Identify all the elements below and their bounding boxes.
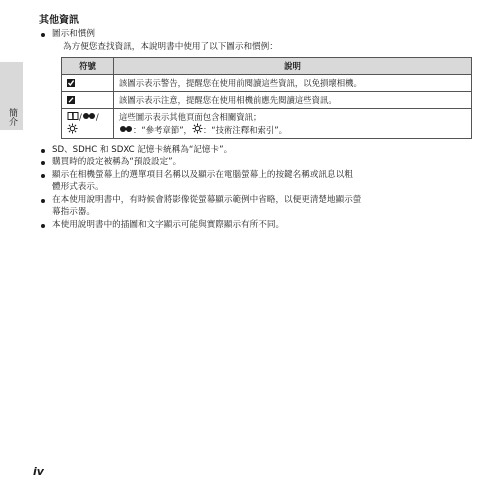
table-row — [62, 91, 472, 108]
symbol-separator-2: / — [95, 111, 99, 122]
bullet-default-settings — [39, 156, 459, 169]
reference-chapter-icon — [82, 112, 96, 120]
page-number: iv — [33, 465, 44, 478]
bullet-illustrations-differ — [39, 219, 459, 232]
bullet-title: 圖示和慣例 — [52, 29, 95, 39]
main-content — [39, 14, 459, 231]
bullet-images-omitted — [39, 194, 459, 219]
caution-icon — [67, 79, 75, 87]
desc-line-3-text: ：“技術注釋和索引”。 — [202, 124, 287, 135]
desc-line-1: 這些圖示表示其他頁面包含相關資訊； — [119, 111, 262, 122]
bullet-memory-cards — [39, 144, 459, 157]
bullet-text: 本使用說明書中的插圖和文字顯示可能與實際顯示有所不同。 — [52, 219, 285, 230]
section-heading: 其他資訊 — [39, 15, 79, 26]
note-icon — [67, 96, 75, 104]
bullet-bold-names — [39, 169, 459, 194]
bullet-text: 在本使用說明書中，有時候會將影像從螢幕顯示範例中省略，以便更清楚地顯示螢 — [52, 194, 362, 205]
table-row — [62, 108, 472, 138]
description-cell: 該圖示表示警告，提醒您在使用前閱讀這些資訊，以免損壞相機。 — [114, 74, 472, 91]
header-symbol: 符號 — [62, 57, 114, 74]
bullet-text-cont: 體形式表示。 — [52, 182, 104, 192]
technical-notes-icon — [192, 123, 203, 134]
bullet-text: 購買時的設定被稱為“預設設定”。 — [52, 157, 182, 167]
bullet-text: SD、SDHC 和 SDXC 記憶卡統稱為“記憶卡”。 — [52, 144, 233, 155]
symbol-cell — [62, 74, 114, 91]
bullet-text-cont: 幕指示器。 — [52, 207, 95, 217]
technical-notes-icon — [67, 123, 78, 134]
bullet-description: 為方便您查找資訊，本說明書中使用了以下圖示和慣例： — [63, 41, 278, 52]
bullet-icons-conventions — [39, 28, 459, 41]
symbol-cell — [62, 91, 114, 108]
description-cell — [114, 108, 472, 138]
symbols-table — [61, 57, 472, 139]
desc-line-2-text: ：“參考章節”， — [133, 124, 192, 135]
book-icon — [67, 111, 79, 121]
desc-line-2 — [119, 123, 466, 136]
table-header-row — [62, 57, 472, 74]
reference-chapter-icon — [119, 125, 133, 133]
table-row — [62, 74, 472, 91]
side-tab-label: 簡介 — [7, 108, 17, 126]
header-description: 說明 — [114, 57, 472, 74]
symbol-separator: / — [79, 111, 82, 122]
symbol-cell — [62, 108, 114, 138]
bullet-text: 顯示在相機螢幕上的選單項目名稱以及顯示在電腦螢幕上的按鍵名稱或訊息以粗 — [52, 169, 353, 180]
description-cell: 該圖示表示注意，提醒您在使用相機前應先閱讀這些資訊。 — [114, 91, 472, 108]
